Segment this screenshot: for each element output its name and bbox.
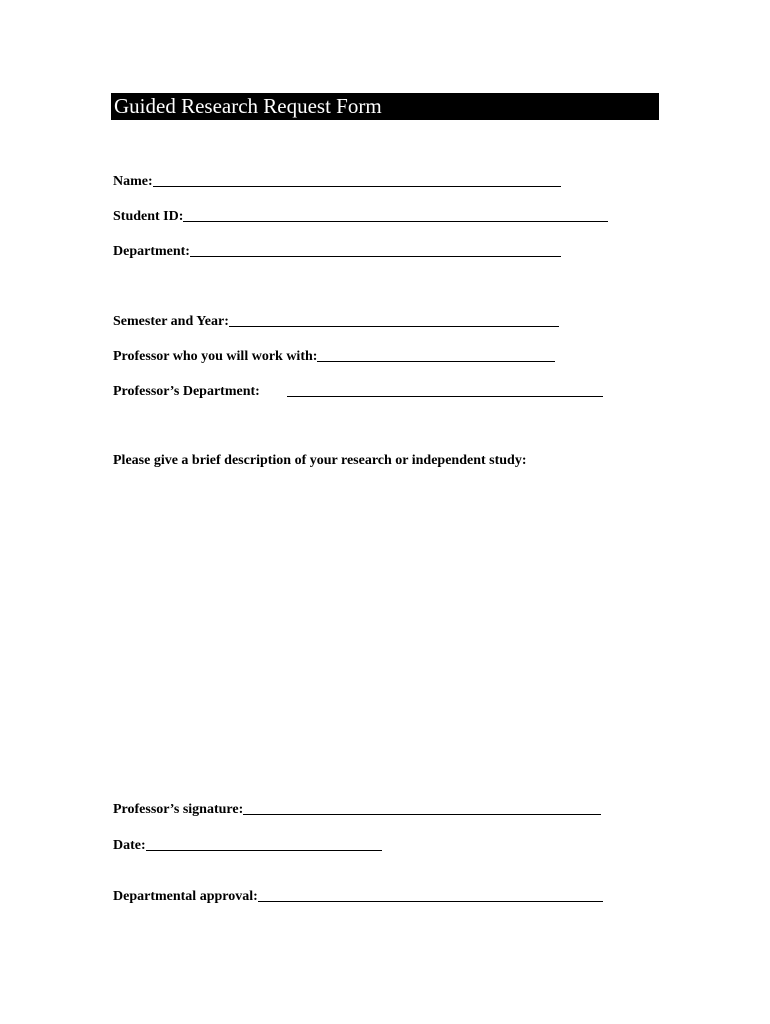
date-field — [113, 834, 382, 854]
departmental-approval-field — [113, 885, 603, 905]
department-input-line[interactable] — [190, 256, 561, 257]
professor-label: Professor who you will work with: — [113, 349, 318, 364]
student-id-input-line[interactable] — [183, 221, 608, 222]
form-title-bar — [111, 93, 659, 120]
name-label: Name: — [113, 174, 153, 189]
professor-signature-input-line[interactable] — [243, 814, 601, 815]
professor-department-input-line[interactable] — [287, 396, 603, 397]
semester-year-input-line[interactable] — [229, 326, 559, 327]
student-id-field — [113, 205, 608, 225]
name-field — [113, 170, 561, 190]
professor-department-field — [113, 380, 603, 400]
professor-signature-field — [113, 798, 601, 818]
professor-field — [113, 345, 555, 365]
professor-input-line[interactable] — [317, 361, 555, 362]
professor-department-label: Professor’s Department: — [113, 384, 260, 399]
name-input-line[interactable] — [153, 186, 561, 187]
professor-signature-label: Professor’s signature: — [113, 802, 244, 817]
department-label: Department: — [113, 244, 190, 259]
description-area[interactable] — [113, 480, 613, 790]
semester-year-label: Semester and Year: — [113, 314, 229, 329]
semester-year-field — [113, 310, 559, 330]
date-input-line[interactable] — [146, 850, 382, 851]
form-title: Guided Research Request Form — [114, 94, 382, 118]
description-prompt: Please give a brief description of your research or independent study: — [113, 453, 527, 468]
departmental-approval-input-line[interactable] — [258, 901, 603, 902]
date-label: Date: — [113, 838, 146, 853]
student-id-label: Student ID: — [113, 209, 184, 224]
departmental-approval-label: Departmental approval: — [113, 889, 258, 904]
department-field — [113, 240, 561, 260]
